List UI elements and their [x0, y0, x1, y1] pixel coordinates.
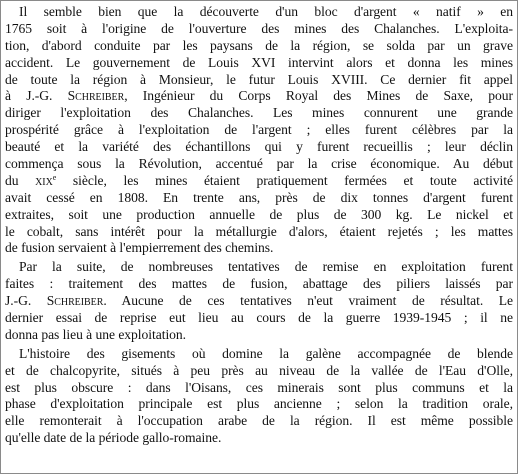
text-line: tion, d'abord conduite par les paysans de la région, se solda par un grave	[5, 37, 513, 53]
text-segment: , Ingénieur du Corps Royal des Mines de Saxe, pour	[124, 88, 513, 104]
text-line: est plus obscure : dans l'Oisans, ces minerais sont plus communs et la	[5, 379, 513, 395]
author-name: Schreiber	[46, 293, 104, 309]
text-line: 1765 soit à l'origine de l'ouverture des mines des Chalanches. L'exploita-	[5, 20, 513, 36]
text-line: dernier essai de reprise eut lieu au cours de la guerre 1939-1945 ; il ne	[5, 310, 513, 326]
paragraph	[5, 346, 513, 447]
text-line: donna pas lieu à une exploitation.	[5, 326, 187, 342]
century-numeral: xix	[35, 172, 53, 188]
paragraph	[5, 4, 513, 257]
text-line: Il semble bien que la découverte d'un bloc d'argent « natif » en	[19, 4, 513, 19]
text-line: elle remonterait à l'occupation arabe de la région. Il est même possible	[5, 413, 513, 429]
text-line: de toute la région à Monsieur, le futur Louis XVIII. Ce dernier fit appel	[5, 71, 513, 87]
text-block	[5, 4, 513, 447]
text-line	[5, 293, 513, 310]
text-line: prospérité grâce à l'exploitation de l'argent ; elles furent célèbres par la	[5, 122, 513, 138]
text-line: qu'elle date de la période gallo-romaine.	[5, 430, 222, 446]
text-line	[5, 88, 513, 105]
text-line: Par la suite, de nombreuses tentatives de remise en exploitation furent	[19, 259, 513, 275]
author-name: Schreiber	[67, 88, 125, 104]
text-line: L'histoire des gisements où domine la galène accompagnée de blende	[19, 345, 513, 361]
paragraph	[5, 259, 513, 343]
text-line: extraites, soit une production annuelle de plus de 300 kg. Le nickel et	[5, 206, 513, 222]
text-line: et de chalcopyrite, situés à peu près au niveau de la vallée de l'Eau d'Olle,	[5, 362, 513, 378]
text-line: accident. Le gouvernement de Louis XVI intervint alors et donna les mines	[5, 54, 513, 70]
text-line: avait cessé en 1808. En trente ans, près de dix tonnes d'argent furent	[5, 189, 513, 205]
text-line: commença sous la Révolution, accentué par la crise économique. Au début	[5, 156, 513, 172]
text-line: beauté et la variété des échantillons qui y furent recueillis ; leur déclin	[5, 139, 513, 155]
text-segment: J.-G.	[5, 293, 47, 309]
text-line: de fusion servaient à l'empierrement des chemins.	[5, 240, 274, 256]
text-segment: du	[5, 172, 36, 188]
superscript: e	[52, 172, 57, 182]
text-line: diriger l'exploitation des Chalanches. Les mines connurent une grande	[5, 105, 513, 121]
text-segment: siècle, les mines étaient pratiquement fermées et toute activité	[56, 172, 513, 188]
text-line: phase d'exploitation principale est plus ancienne ; selon la tradition orale,	[5, 396, 513, 412]
text-line	[5, 173, 513, 190]
text-segment: à J.-G.	[5, 88, 68, 104]
text-segment: . Aucune de ces tentatives n'eut vraiment de résultat. Le	[103, 293, 514, 309]
text-line: le cobalt, sans intérêt pour la métallurgie d'alors, étaient rejetés ; les mattes	[5, 223, 513, 239]
text-line: faites : traitement des mattes de fusion, abattage des piliers laissés par	[5, 276, 513, 292]
